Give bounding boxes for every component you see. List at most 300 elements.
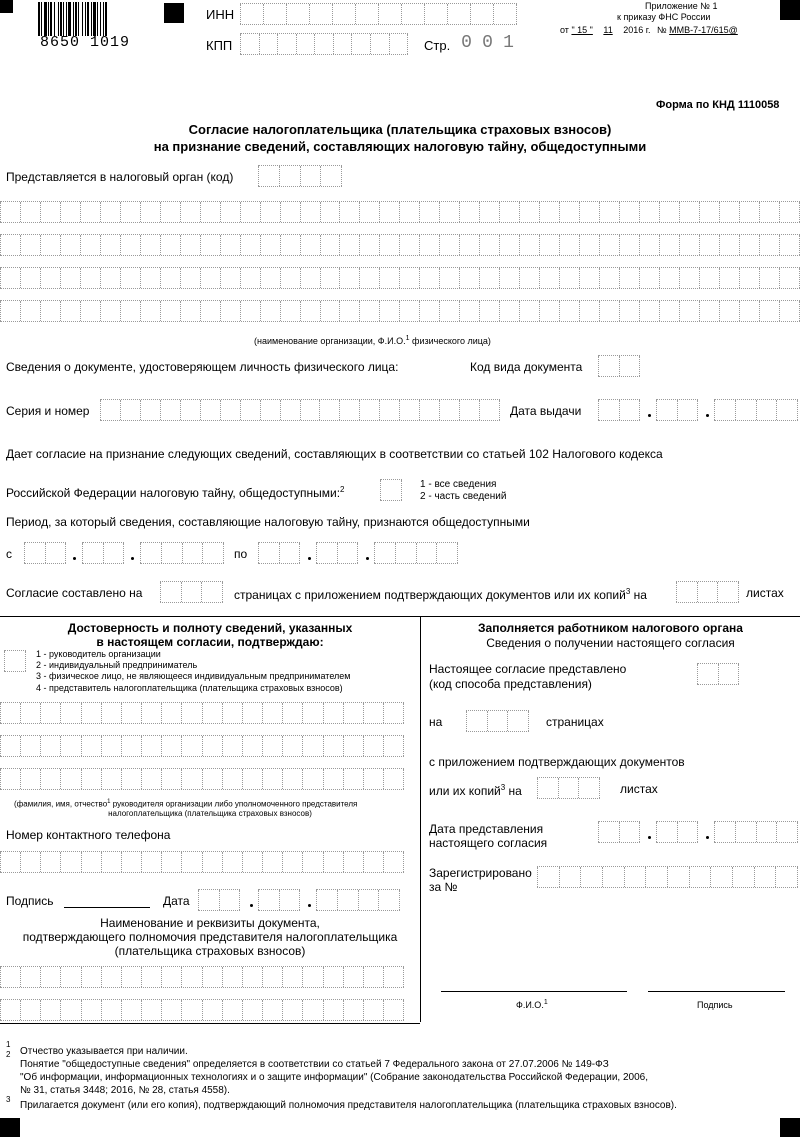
grid-cell — [419, 202, 439, 222]
grid-cell — [160, 582, 181, 602]
grid-cell — [599, 268, 619, 288]
fio-signature-line[interactable] — [441, 991, 627, 992]
consent-line-1: Дает согласие на признание следующих сведений, составляющих в соответствии со статьей 102 Налогового кодекса — [6, 447, 663, 461]
grid-cell — [735, 400, 756, 420]
appendix-line-3 — [560, 25, 738, 35]
grid-cell — [280, 202, 300, 222]
grid-cell — [656, 822, 677, 842]
grid-cell — [161, 543, 182, 563]
barcode-bar — [78, 2, 79, 36]
grid-cell — [539, 301, 559, 321]
grid-cell — [677, 400, 699, 420]
employee-signature-line[interactable] — [648, 991, 785, 992]
registered-line-1: Зарегистрировано — [429, 866, 532, 880]
grid-cell — [302, 769, 322, 789]
grid-cell — [101, 703, 121, 723]
barcode-bar — [58, 2, 59, 36]
grid-cell — [101, 1000, 121, 1020]
grid-cell — [732, 867, 754, 887]
grid-cell — [40, 202, 60, 222]
grid-cell — [282, 736, 302, 756]
grid-cell — [260, 268, 280, 288]
authority-doc-row-2[interactable] — [0, 999, 404, 1021]
consent-option-2: 2 - часть сведений — [420, 491, 507, 502]
org-name-row-2[interactable] — [0, 234, 800, 256]
barcode-bar — [85, 2, 86, 36]
grid-cell — [222, 1000, 242, 1020]
grid-cell — [60, 301, 80, 321]
grid-cell — [559, 202, 579, 222]
grid-cell — [20, 769, 40, 789]
grid-cell — [300, 166, 321, 186]
grid-cell — [499, 268, 519, 288]
grid-cell — [559, 301, 579, 321]
grid-cell — [697, 664, 718, 684]
doc-type-input[interactable] — [598, 355, 640, 377]
sign-month-input[interactable] — [258, 889, 300, 911]
grid-cell — [759, 268, 779, 288]
footnote-mark: 2 — [340, 485, 345, 494]
barcode-bar — [60, 2, 62, 36]
barcode-bar — [63, 2, 64, 36]
grid-cell — [359, 268, 379, 288]
grid-cell — [519, 268, 539, 288]
grid-cell — [343, 1000, 363, 1020]
barcode-bar — [48, 2, 49, 36]
grid-cell — [141, 736, 161, 756]
grid-cell — [424, 4, 447, 24]
barcode-number: 8650 1019 — [40, 34, 131, 51]
grid-cell — [240, 34, 259, 54]
grid-cell — [756, 400, 777, 420]
grid-cell — [639, 235, 659, 255]
grid-cell — [659, 202, 679, 222]
grid-cell — [141, 1000, 161, 1020]
grid-cell — [220, 268, 240, 288]
grid-cell — [242, 736, 262, 756]
grid-cell — [160, 400, 180, 420]
presented-month-input[interactable] — [656, 821, 698, 843]
grid-cell — [282, 703, 302, 723]
grid-cell — [645, 867, 667, 887]
grid-cell — [200, 301, 220, 321]
grid-cell — [499, 202, 519, 222]
signature-caption: Подпись — [697, 1000, 733, 1010]
org-name-row-3[interactable] — [0, 267, 800, 289]
grid-cell — [80, 202, 100, 222]
grid-cell — [121, 769, 141, 789]
grid-cell — [439, 400, 459, 420]
grid-cell — [200, 268, 220, 288]
date-separator — [706, 836, 709, 839]
sign-day-input[interactable] — [198, 889, 240, 911]
grid-cell — [140, 235, 160, 255]
grid-cell — [181, 582, 202, 602]
grid-cell — [81, 1000, 101, 1020]
grid-cell — [419, 400, 439, 420]
barcode-bar — [68, 2, 71, 36]
page-label: Стр. — [424, 38, 451, 53]
grid-cell — [222, 736, 242, 756]
grid-cell — [719, 235, 739, 255]
grid-cell — [697, 582, 718, 602]
grid-cell — [580, 867, 602, 887]
grid-cell — [363, 1000, 383, 1020]
grid-cell — [539, 202, 559, 222]
doc-heading-2: подтверждающего полномочия представителя налогоплательщика — [22, 930, 398, 944]
grid-cell — [459, 400, 479, 420]
period-from-day[interactable] — [24, 542, 66, 564]
phone-input[interactable] — [0, 851, 404, 873]
appendix-ot: от — [560, 25, 569, 35]
barcode-bar — [103, 2, 104, 36]
grid-cell — [679, 301, 699, 321]
grid-cell — [333, 34, 352, 54]
grid-cell — [198, 890, 219, 910]
grid-cell — [220, 301, 240, 321]
grid-cell — [699, 202, 719, 222]
grid-cell — [141, 852, 161, 872]
grid-cell — [161, 736, 181, 756]
sheets-count-input[interactable] — [676, 581, 739, 603]
grid-cell — [383, 967, 404, 987]
grid-cell — [258, 543, 279, 563]
period-to-day[interactable] — [258, 542, 300, 564]
phone-label: Номер контактного телефона — [6, 828, 171, 842]
form-code: Форма по КНД 1110058 — [656, 99, 780, 111]
grid-cell — [343, 852, 363, 872]
grid-cell — [100, 202, 120, 222]
grid-cell — [296, 34, 315, 54]
date-separator — [73, 557, 76, 560]
footnote-mark: 3 — [500, 783, 506, 792]
right-pages-input[interactable] — [466, 710, 529, 732]
grid-cell — [710, 867, 732, 887]
grid-cell — [436, 543, 458, 563]
grid-cell — [140, 543, 161, 563]
page-number — [456, 33, 520, 55]
grid-cell — [539, 268, 559, 288]
grid-cell — [639, 268, 659, 288]
grid-cell — [559, 867, 581, 887]
grid-cell — [220, 400, 240, 420]
grid-cell — [222, 769, 242, 789]
grid-cell — [598, 822, 619, 842]
grid-cell — [240, 400, 260, 420]
grid-cell — [479, 235, 499, 255]
footnote-number: 3 — [6, 1095, 11, 1104]
grid-cell — [459, 268, 479, 288]
date-presented-line-1: Дата представления — [429, 822, 544, 836]
barcode-bar — [54, 2, 55, 36]
grid-cell — [202, 543, 224, 563]
grid-cell — [739, 301, 759, 321]
grid-cell — [220, 202, 240, 222]
kpp-input[interactable] — [240, 33, 408, 55]
consent-line-2 — [6, 485, 345, 500]
grid-cell — [337, 890, 358, 910]
role-option: 1 - руководитель организации — [36, 649, 161, 659]
grid-cell — [40, 235, 60, 255]
grid-cell — [323, 852, 343, 872]
grid-cell — [101, 769, 121, 789]
grid-cell — [81, 736, 101, 756]
grid-cell — [0, 967, 20, 987]
grid-cell — [619, 400, 641, 420]
grid-cell — [379, 202, 399, 222]
grid-cell — [0, 202, 20, 222]
grid-cell — [161, 1000, 181, 1020]
grid-cell — [320, 268, 340, 288]
grid-cell — [302, 1000, 322, 1020]
footnote-mark: 1 — [107, 799, 111, 805]
presented-year-input[interactable] — [714, 821, 798, 843]
grid-cell — [459, 301, 479, 321]
attach-label: с приложением подтверждающих документов — [429, 755, 685, 769]
grid-cell — [161, 967, 181, 987]
role-input[interactable] — [4, 650, 26, 672]
grid-cell — [181, 736, 201, 756]
footnote-mark: 3 — [625, 587, 631, 596]
fio-row-3[interactable] — [0, 768, 404, 790]
grid-cell — [121, 703, 141, 723]
grid-cell — [141, 967, 161, 987]
grid-cell — [100, 301, 120, 321]
grid-cell — [316, 890, 337, 910]
issue-month-input[interactable] — [656, 399, 698, 421]
grid-cell — [160, 301, 180, 321]
period-to-year[interactable] — [374, 542, 458, 564]
grid-cell — [343, 736, 363, 756]
footnote-mark: 1 — [543, 999, 548, 1006]
series-label: Серия и номер — [6, 404, 90, 418]
series-number-input[interactable] — [100, 399, 500, 421]
grid-cell — [399, 268, 419, 288]
grid-cell — [262, 1000, 282, 1020]
grid-cell — [351, 34, 370, 54]
grid-cell — [300, 301, 320, 321]
grid-cell — [379, 400, 399, 420]
grid-cell — [60, 769, 80, 789]
grid-cell — [262, 769, 282, 789]
grid-cell — [258, 890, 279, 910]
grid-cell — [220, 235, 240, 255]
right-pages-label: страницах — [546, 715, 604, 729]
period-to-month[interactable] — [316, 542, 358, 564]
grid-cell — [559, 268, 579, 288]
grid-cell — [180, 301, 200, 321]
presented-method-input[interactable] — [697, 663, 739, 685]
barcode-bar — [75, 2, 77, 36]
inn-input[interactable] — [240, 3, 517, 25]
footnote-2-line-2: "Об информации, информационных технологиях и о защите информации" (Собрание законодательства Российской Федерации, 2006, — [20, 1072, 649, 1083]
grid-cell — [121, 967, 141, 987]
barcode-bar — [66, 2, 67, 36]
grid-cell — [260, 301, 280, 321]
grid-cell — [161, 769, 181, 789]
grid-cell — [667, 867, 689, 887]
right-na-label: на — [429, 715, 443, 729]
left-heading-1: Достоверность и полноту сведений, указанных — [67, 621, 353, 635]
barcode-bar — [38, 2, 40, 36]
grid-cell — [358, 890, 379, 910]
grid-cell — [479, 301, 499, 321]
pages-na: на — [633, 588, 647, 602]
grid-cell — [602, 867, 624, 887]
grid-cell — [558, 778, 579, 798]
grid-cell — [363, 852, 383, 872]
grid-cell — [262, 703, 282, 723]
grid-cell — [378, 890, 400, 910]
registration-number-input[interactable] — [537, 866, 798, 888]
fio-row-1[interactable] — [0, 702, 404, 724]
grid-cell — [81, 967, 101, 987]
doc-heading-3: (плательщика страховых взносов) — [114, 944, 306, 958]
grid-cell — [679, 235, 699, 255]
grid-cell — [659, 301, 679, 321]
grid-cell — [262, 967, 282, 987]
date-separator — [366, 557, 369, 560]
grid-cell — [359, 400, 379, 420]
grid-cell — [300, 400, 320, 420]
grid-cell — [619, 202, 639, 222]
presented-day-input[interactable] — [598, 821, 640, 843]
right-sheets-input[interactable] — [537, 777, 600, 799]
grid-cell — [100, 235, 120, 255]
sign-year-input[interactable] — [316, 889, 400, 911]
org-name-row-1[interactable] — [0, 201, 800, 223]
grid-cell — [240, 301, 260, 321]
grid-cell — [181, 703, 201, 723]
role-option: 3 - физическое лицо, не являющееся индивидуальным предпринимателем — [36, 671, 351, 681]
grid-cell — [161, 703, 181, 723]
grid-cell — [599, 235, 619, 255]
grid-cell — [499, 301, 519, 321]
grid-cell — [439, 268, 459, 288]
grid-cell — [343, 703, 363, 723]
grid-cell — [359, 235, 379, 255]
grid-cell — [459, 235, 479, 255]
grid-cell — [20, 967, 40, 987]
grid-cell — [280, 400, 300, 420]
grid-cell — [579, 268, 599, 288]
org-name-row-4[interactable] — [0, 300, 800, 322]
barcode-bar — [41, 2, 42, 36]
grid-cell — [200, 235, 220, 255]
grid-cell — [181, 769, 201, 789]
grid-cell — [339, 202, 359, 222]
grid-cell — [219, 890, 241, 910]
grid-cell — [20, 202, 40, 222]
grid-cell — [222, 703, 242, 723]
grid-cell — [756, 822, 777, 842]
grid-cell — [339, 235, 359, 255]
grid-cell — [399, 235, 419, 255]
grid-cell — [120, 268, 140, 288]
grid-cell — [399, 400, 419, 420]
barcode-bar — [87, 2, 89, 36]
tax-organ-code-input[interactable] — [258, 165, 342, 187]
grid-cell — [719, 202, 739, 222]
grid-cell — [200, 400, 220, 420]
grid-cell — [240, 235, 260, 255]
consent-type-input[interactable] — [380, 479, 402, 501]
grid-cell — [679, 202, 699, 222]
grid-cell — [300, 235, 320, 255]
grid-cell — [20, 268, 40, 288]
grid-cell — [676, 582, 697, 602]
grid-cell — [779, 235, 800, 255]
grid-cell — [399, 202, 419, 222]
barcode-bar — [100, 2, 101, 36]
grid-cell — [40, 967, 60, 987]
grid-cell — [60, 852, 80, 872]
grid-cell — [4, 651, 26, 671]
right-heading-2: Сведения о получении настоящего согласия — [486, 636, 735, 650]
section-divider — [0, 616, 800, 617]
grid-cell — [598, 356, 619, 376]
grid-cell — [103, 543, 125, 563]
period-from-year[interactable] — [140, 542, 224, 564]
title-line-2: на признание сведений, составляющих налоговую тайну, общедоступными — [153, 139, 647, 154]
copies-na: на — [508, 784, 522, 798]
grid-cell — [779, 202, 800, 222]
issue-year-input[interactable] — [714, 399, 798, 421]
grid-cell — [383, 703, 404, 723]
id-doc-label: Сведения о документе, удостоверяющем личность физического лица: — [6, 360, 399, 374]
grid-cell — [499, 235, 519, 255]
grid-cell — [202, 852, 222, 872]
signature-line[interactable] — [64, 907, 150, 908]
consent-text: Российской Федерации налоговую тайну, общедоступными: — [6, 486, 341, 500]
grid-cell — [459, 202, 479, 222]
pages-mid-text — [234, 587, 647, 602]
grid-cell — [316, 543, 337, 563]
grid-cell — [439, 235, 459, 255]
grid-cell — [160, 268, 180, 288]
fio-row-2[interactable] — [0, 735, 404, 757]
grid-cell — [383, 736, 404, 756]
authority-doc-row-1[interactable] — [0, 966, 404, 988]
grid-cell — [240, 4, 263, 24]
fio-caption-a: (фамилия, имя, отчество — [14, 799, 108, 809]
grid-cell — [20, 1000, 40, 1020]
grid-cell — [479, 202, 499, 222]
period-from-label: с — [6, 547, 12, 561]
grid-cell — [379, 301, 399, 321]
grid-cell — [419, 301, 439, 321]
pages-count-input[interactable] — [160, 581, 223, 603]
grid-cell — [419, 268, 439, 288]
date-label: Дата — [163, 894, 190, 908]
grid-cell — [717, 582, 739, 602]
grid-cell — [60, 268, 80, 288]
grid-cell — [279, 543, 301, 563]
period-from-month[interactable] — [82, 542, 124, 564]
grid-cell — [754, 867, 776, 887]
grid-cell — [659, 235, 679, 255]
grid-cell — [81, 703, 101, 723]
grid-cell — [202, 769, 222, 789]
grid-cell — [619, 268, 639, 288]
doc-type-label: Код вида документа — [470, 360, 583, 374]
grid-cell — [714, 822, 735, 842]
issue-day-input[interactable] — [598, 399, 640, 421]
consent-option-1: 1 - все сведения — [420, 479, 497, 490]
grid-cell — [40, 301, 60, 321]
grid-cell — [337, 543, 359, 563]
presented-line-2: (код способа представления) — [429, 677, 592, 691]
